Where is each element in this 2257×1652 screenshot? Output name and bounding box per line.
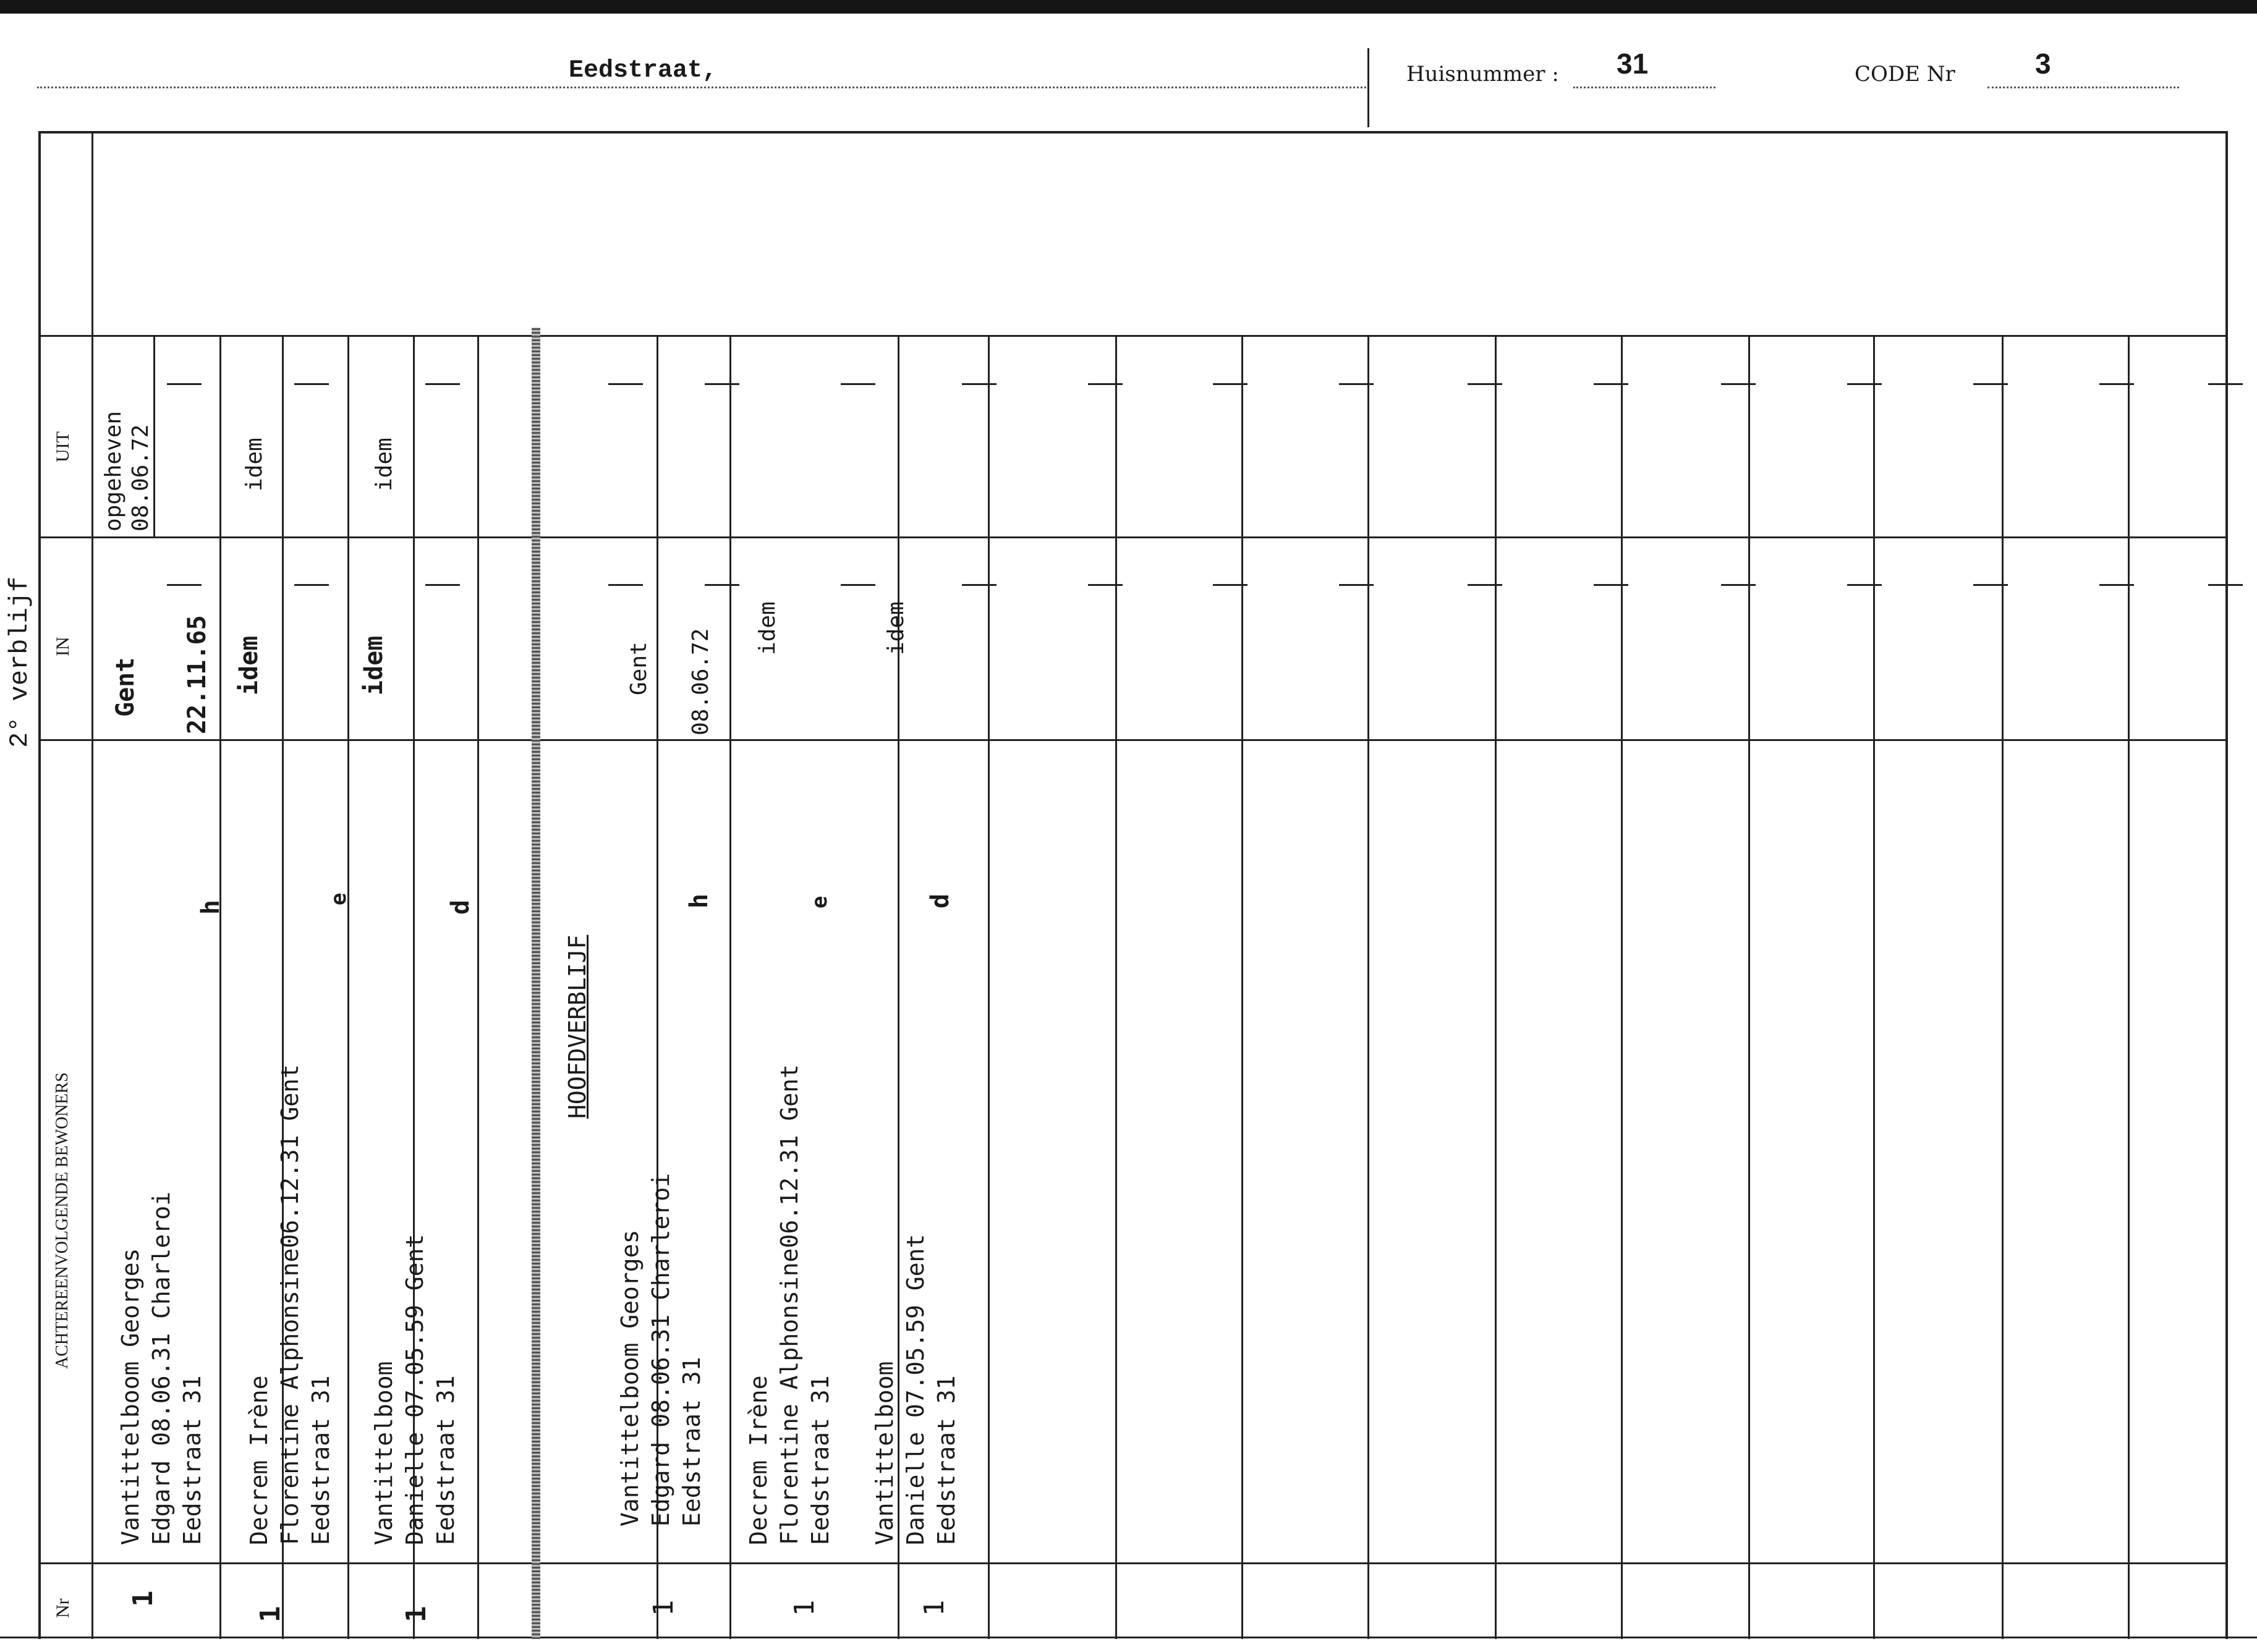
row-nr-top: [38, 1562, 2228, 1564]
blank-dash: [1847, 584, 1882, 586]
blank-dash: [425, 584, 460, 586]
entry-right-2-nr: 1: [789, 1599, 820, 1616]
blank-dash: [1088, 584, 1123, 586]
blank-dash: [1088, 383, 1123, 385]
blank-dash: [841, 584, 875, 586]
blank-dash: [705, 383, 739, 385]
entry-right-1-in-place: Gent: [626, 642, 652, 695]
column-divider: [347, 337, 349, 1639]
column-divider: [1115, 337, 1117, 1639]
column-divider: [477, 337, 479, 1639]
entry-left-1-sex: h: [197, 899, 225, 915]
entry-right-2-sex: e: [807, 896, 832, 909]
entry-right-3-nr: 1: [919, 1599, 950, 1616]
entry-left-2-in-place: idem: [235, 635, 263, 695]
blank-dash: [1973, 584, 2008, 586]
section-separator: [532, 328, 540, 1639]
blank-dash: [608, 584, 643, 586]
entry-left-3-uit: idem: [372, 438, 397, 491]
column-divider: [1367, 337, 1369, 1639]
blank-dash: [2099, 584, 2134, 586]
header-divider: [1367, 48, 1369, 127]
blank-dash: [1594, 383, 1628, 385]
entry-left-1-in-place: Gent: [111, 657, 140, 717]
entry-right-1-in-date: 08.06.72: [688, 628, 713, 735]
entry-left-2-uit: idem: [242, 438, 267, 491]
blank-dash: [1594, 584, 1628, 586]
column-divider: [1621, 337, 1623, 1639]
row-in-top: [38, 536, 2228, 538]
column-divider: [1873, 337, 1875, 1639]
entry-left-1-in-date: 22.11.65: [183, 615, 211, 734]
scan-top-border: [0, 0, 2257, 14]
blank-dash: [425, 383, 460, 385]
entry-right-1-nr: 1: [648, 1599, 679, 1616]
entry-right-2-in-place: idem: [755, 601, 780, 655]
blank-dash: [167, 584, 202, 586]
entry-left-3-sex: d: [446, 899, 475, 915]
blank-dash: [1468, 383, 1502, 385]
column-divider: [729, 337, 731, 1639]
blank-dash: [1213, 584, 1248, 586]
entry-left-1-uit-rule: [153, 337, 155, 536]
entry-left-3-nr: 1: [401, 1606, 432, 1622]
column-divider: [2002, 337, 2004, 1639]
label-nr: Nr: [53, 1598, 73, 1618]
column-divider: [1495, 337, 1497, 1639]
entry-right-3-resident: Vantittelboom Danielle 07.05.59 Gent Eedstraat 31: [871, 1234, 960, 1545]
entry-right-1-sex: h: [685, 893, 713, 909]
code-number: 3: [2035, 48, 2051, 80]
blank-dash: [841, 383, 875, 385]
blank-dash: [1339, 383, 1374, 385]
section-title: HOOFDVERBLIJF: [564, 934, 591, 1119]
blank-dash: [2208, 383, 2243, 385]
blank-dash: [1339, 584, 1374, 586]
house-number-label: Huisnummer :: [1406, 62, 1559, 87]
label-residents: ACHTEREENVOLGENDE BEWONERS: [53, 1072, 72, 1369]
entry-left-2-sex: e: [326, 892, 351, 905]
house-number-dotline: [1573, 87, 1715, 88]
entry-left-2-resident: Decrem Irène Florentine Alphonsine06.12.31 Gent Eedstraat 31: [245, 1064, 334, 1545]
column-divider: [2128, 337, 2130, 1639]
column-divider: [1748, 337, 1750, 1639]
blank-dash: [1721, 584, 1756, 586]
entry-right-1-resident: Vantittelboom Georges Edgard 08.06.31 Charleroi Eedstraat 31: [616, 1173, 705, 1527]
label-column-divider: [91, 131, 93, 1639]
blank-dash: [962, 584, 997, 586]
blank-dash: [294, 584, 329, 586]
blank-dash: [1468, 584, 1502, 586]
blank-dash: [1973, 383, 2008, 385]
frame-right: [2225, 131, 2228, 1639]
row-residents-top: [38, 739, 2228, 741]
entry-right-2-resident: Decrem Irène Florentine Alphonsine06.12.31 Gent Eedstraat 31: [745, 1064, 834, 1545]
blank-dash: [705, 584, 739, 586]
column-divider: [988, 337, 990, 1639]
code-label: CODE Nr: [1855, 62, 1955, 87]
blank-dash: [2099, 383, 2134, 385]
blank-dash: [962, 383, 997, 385]
blank-dash: [608, 383, 643, 385]
entry-left-1-uit: opgeheven 08.06.72: [101, 410, 153, 532]
entry-right-3-sex: d: [926, 893, 954, 909]
blank-dash: [294, 383, 329, 385]
side-label: 2° verblijf: [5, 576, 35, 748]
label-uit: UIT: [53, 431, 73, 462]
street-name: Eedstraat,: [569, 57, 718, 85]
blank-dash: [1721, 383, 1756, 385]
entry-left-1-nr: 1: [127, 1590, 159, 1607]
label-in: IN: [53, 637, 73, 656]
entry-left-2-nr: 1: [255, 1606, 286, 1622]
entry-left-1-resident: Vantittelboom Georges Edgard 08.06.31 Charleroi Eedstraat 31: [117, 1192, 206, 1545]
house-number: 31: [1617, 48, 1649, 80]
frame-top: [38, 131, 2228, 133]
blank-dash: [2208, 584, 2243, 586]
code-dotline: [1987, 87, 2179, 88]
entry-right-3-in-place: idem: [883, 601, 909, 655]
frame-left: [38, 131, 41, 1639]
blank-dash: [1213, 383, 1248, 385]
column-divider: [219, 337, 221, 1639]
frame-bottom: [0, 1637, 2257, 1638]
header-dotline-left: [37, 87, 1366, 88]
blank-dash: [167, 383, 202, 385]
entry-left-3-resident: Vantittelboom Danielle 07.05.59 Gent Eedstraat 31: [370, 1234, 459, 1545]
blank-dash: [1847, 383, 1882, 385]
column-divider: [1241, 337, 1243, 1639]
entry-left-3-in-place: idem: [360, 635, 388, 695]
row-uit-top: [38, 335, 2228, 337]
